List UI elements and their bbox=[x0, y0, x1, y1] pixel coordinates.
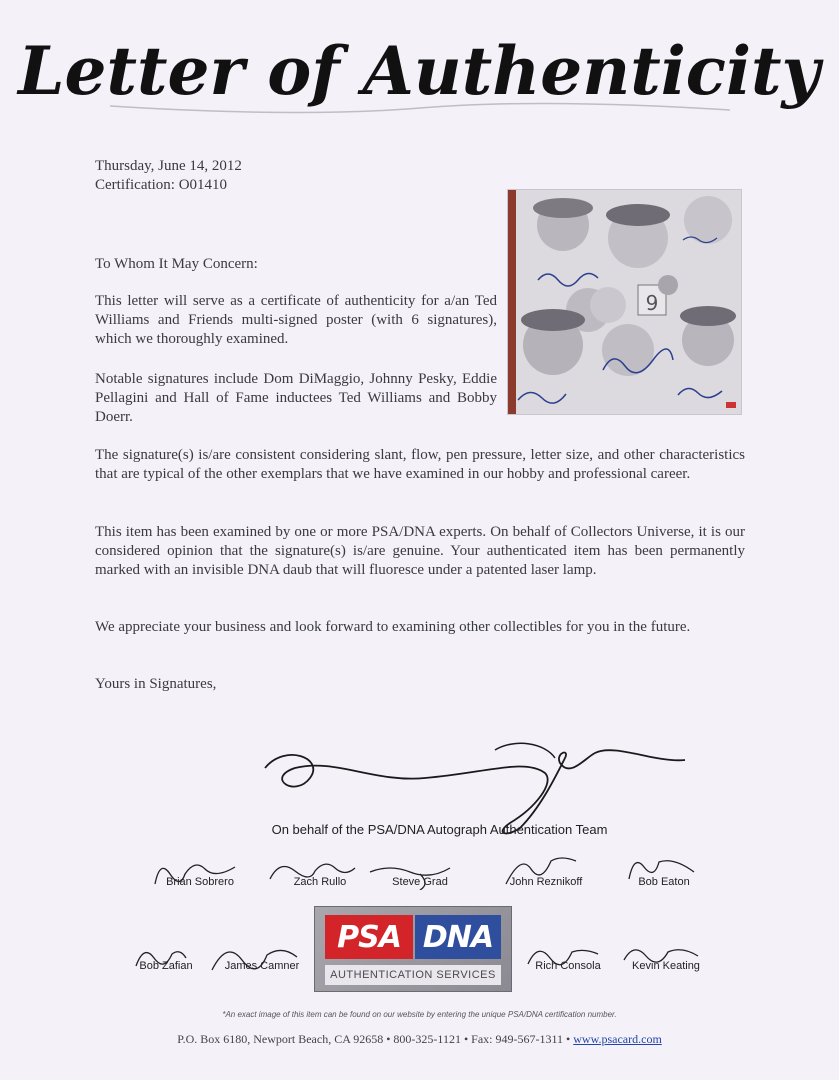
letter-date: Thursday, June 14, 2012 bbox=[95, 158, 242, 174]
footnote: *An exact image of this item can be found on our website by entering the unique PSA/DNA certification number. bbox=[222, 1010, 617, 1019]
paragraph-notable: Notable signatures include Dom DiMaggio, Johnny Pesky, Eddie Pellagini and Hall of Fame inductees Ted Williams and Bobby Doerr. bbox=[95, 371, 497, 425]
letter-meta bbox=[95, 157, 242, 195]
svg-text:9: 9 bbox=[645, 291, 659, 315]
team-line: On behalf of the PSA/DNA Autograph Authentication Team bbox=[271, 822, 608, 837]
signature-john-reznikoff: John Reznikoff bbox=[486, 854, 606, 898]
paragraph-consistency: The signature(s) is/are consistent considering slant, flow, pen pressure, letter size, and other characteristics that are typical of the other exemplars that we have examined in our hobby and professional career. bbox=[95, 447, 745, 482]
letter-title bbox=[0, 22, 839, 132]
logo-tagline: AUTHENTICATION SERVICES bbox=[325, 965, 501, 985]
paragraph-intro: This letter will serve as a certificate of authenticity for a/an Ted Williams and Friends multi-signed poster (with 6 signatures), which we thoroughly examined. bbox=[95, 293, 497, 347]
signature-kevin-keating: Kevin Keating bbox=[606, 938, 726, 982]
psa-dna-logo bbox=[314, 906, 512, 992]
address-text: P.O. Box 6180, Newport Beach, CA 92658 • 800-325-1121 • Fax: 949-567-1311 • bbox=[177, 1032, 571, 1046]
footer-address bbox=[0, 1032, 839, 1047]
salutation: To Whom It May Concern: bbox=[95, 256, 258, 272]
signature-james-camner: James Camner bbox=[202, 938, 322, 982]
paragraph-appreciation: We appreciate your business and look forward to examining other collectibles for you in the future. bbox=[95, 619, 691, 635]
signature-steve-grad: Steve Grad bbox=[360, 854, 480, 898]
dna-logo-text: DNA bbox=[415, 915, 501, 959]
signature-zach-rullo: Zach Rullo bbox=[260, 854, 380, 898]
psa-logo-text: PSA bbox=[325, 915, 413, 959]
item-photo bbox=[508, 190, 741, 414]
certification-number: Certification: O01410 bbox=[95, 177, 228, 193]
closing: Yours in Signatures, bbox=[95, 676, 217, 692]
signature-brian-sobrero: Brian Sobrero bbox=[140, 854, 260, 898]
signature-rich-consola: Rich Consola bbox=[508, 938, 628, 982]
title-text: Letter of Authenticity bbox=[18, 32, 820, 110]
signature-bob-zafian: Bob Zafian bbox=[106, 938, 226, 982]
website-link[interactable]: www.psacard.com bbox=[573, 1032, 662, 1046]
paragraph-opinion: This item has been examined by one or more PSA/DNA experts. On behalf of Collectors Universe, it is our considered opinion that the signature(s) is/are genuine. Your authenticated item has been permanently marked with an invisible DNA daub that will fluoresce under a patented laser lamp. bbox=[95, 524, 745, 578]
signature-bob-eaton: Bob Eaton bbox=[604, 854, 724, 898]
